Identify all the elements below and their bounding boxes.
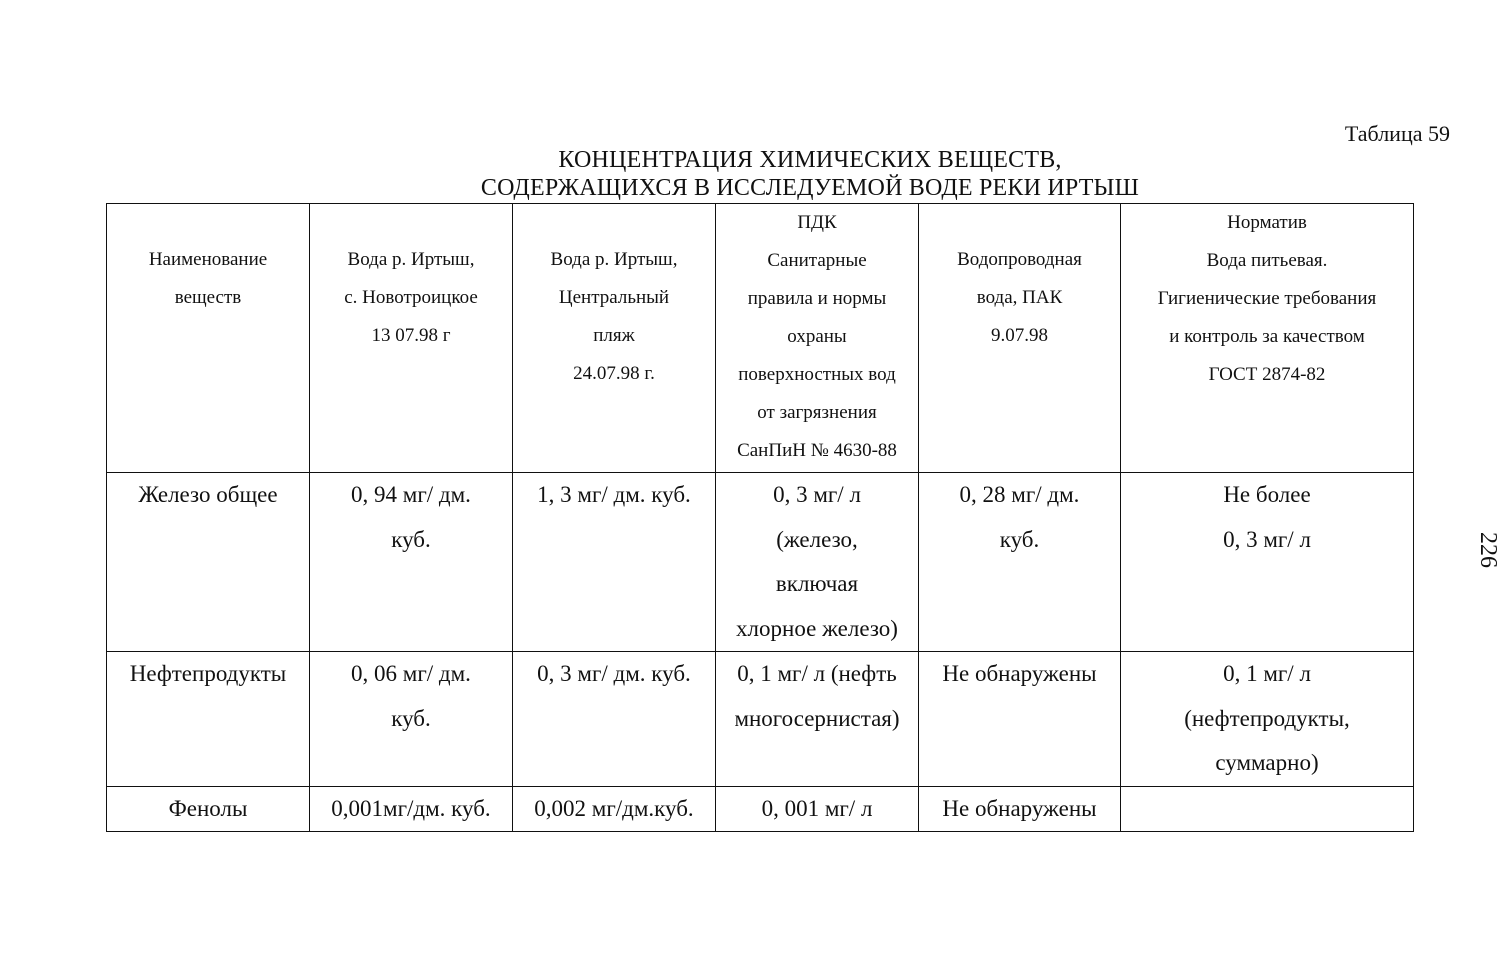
cell-line: 0, 1 мг/ л (нефть <box>737 661 897 686</box>
cell-central-beach <box>513 786 716 832</box>
header-cell-text <box>311 241 511 355</box>
cell-tap-water <box>919 473 1121 652</box>
cell-pdk <box>716 652 919 787</box>
header-line: и контроль за качеством <box>1169 326 1365 347</box>
cell-normative <box>1121 473 1414 652</box>
header-line: Вода р. Иртыш, <box>347 249 475 270</box>
cell-line: Железо общее <box>138 482 278 507</box>
header-cell-text <box>1122 204 1412 394</box>
cell-line: хлорное железо) <box>736 615 898 641</box>
table-title <box>300 146 1320 202</box>
header-line: правила и нормы <box>747 288 887 309</box>
header-line: поверхностных вод <box>738 364 896 385</box>
table-row-iron <box>107 473 1414 652</box>
cell-pdk <box>716 473 919 652</box>
header-line: Вода р. Иртыш, <box>550 249 678 270</box>
cell-line: 0, 3 мг/ л <box>1223 526 1311 552</box>
cell-line: многосернистая) <box>734 705 900 731</box>
header-line: охраны <box>787 326 847 347</box>
cell-line: 1, 3 мг/ дм. куб. <box>537 482 691 507</box>
header-pdk <box>716 204 919 473</box>
header-line: 9.07.98 <box>991 325 1048 346</box>
header-line: Гигиенические требования <box>1157 288 1377 309</box>
cell-line: (нефтепродукты, <box>1184 705 1350 731</box>
table-row-oil-products <box>107 652 1414 787</box>
header-line: Наименование <box>148 249 268 270</box>
cell-line: включая <box>775 571 859 596</box>
header-line: с. Новотроицкое <box>344 287 478 308</box>
cell-central-beach <box>513 652 716 787</box>
header-tap-water <box>919 204 1121 473</box>
concentration-table <box>106 203 1414 832</box>
header-line: 24.07.98 г. <box>573 363 655 384</box>
table-row-phenols <box>107 786 1414 832</box>
header-line: Центральный <box>558 287 670 308</box>
header-line: Водопроводная <box>957 249 1082 270</box>
header-line: веществ <box>174 287 242 308</box>
cell-novotroitskoe <box>310 786 513 832</box>
cell-substance <box>107 652 310 787</box>
cell-line: куб. <box>391 526 431 552</box>
table-title-line-1: КОНЦЕНТРАЦИЯ ХИМИЧЕСКИХ ВЕЩЕСТВ, <box>558 147 1062 173</box>
header-line: СанПиН № 4630-88 <box>737 440 897 461</box>
cell-line: 0, 06 мг/ дм. <box>351 661 471 686</box>
header-normative <box>1121 204 1414 473</box>
header-cell-text <box>920 241 1119 355</box>
cell-line: Нефтепродукты <box>129 661 287 686</box>
cell-novotroitskoe <box>310 652 513 787</box>
cell-tap-water <box>919 652 1121 787</box>
cell-line: Фенолы <box>168 795 248 821</box>
header-substance-name <box>107 204 310 473</box>
cell-normative-empty <box>1121 786 1414 832</box>
cell-line: 0, 001 мг/ л <box>761 795 873 821</box>
cell-central-beach <box>513 473 716 652</box>
header-line: вода, ПАК <box>976 287 1063 308</box>
cell-line: 0, 94 мг/ дм. <box>351 482 471 507</box>
cell-normative <box>1121 652 1414 787</box>
header-cell-text <box>108 241 308 317</box>
cell-line: 0, 1 мг/ л <box>1223 661 1311 686</box>
header-novotroitskoe <box>310 204 513 473</box>
cell-line: Не более <box>1223 482 1311 507</box>
header-central-beach <box>513 204 716 473</box>
cell-substance <box>107 786 310 832</box>
table-number-label: Таблица 59 <box>1344 121 1450 146</box>
cell-line: (железо, <box>776 526 858 552</box>
header-cell-text <box>717 204 917 470</box>
header-line: 13 07.98 г <box>371 325 451 346</box>
cell-novotroitskoe <box>310 473 513 652</box>
cell-line: 0,002 мг/дм.куб. <box>534 795 694 821</box>
header-line: от загрязнения <box>757 402 877 423</box>
cell-line: Не обнаружены <box>942 661 1097 686</box>
header-line: ПДК <box>797 212 837 233</box>
header-cell-text <box>514 241 714 393</box>
cell-line: 0, 3 мг/ дм. куб. <box>537 661 691 686</box>
cell-line: 0,001мг/дм. куб. <box>331 795 491 821</box>
cell-tap-water <box>919 786 1121 832</box>
cell-line: 0, 3 мг/ л <box>773 482 861 507</box>
cell-line: суммарно) <box>1215 750 1319 775</box>
cell-line: Не обнаружены <box>942 795 1097 821</box>
cell-substance <box>107 473 310 652</box>
header-line: ГОСТ 2874-82 <box>1208 364 1326 385</box>
header-line: Вода питьевая. <box>1206 250 1328 271</box>
header-line: Норматив <box>1227 212 1307 233</box>
table-title-line-2: СОДЕРЖАЩИХСЯ В ИССЛЕДУЕМОЙ ВОДЕ РЕКИ ИРТЫШ <box>480 175 1140 201</box>
header-line: пляж <box>593 325 635 346</box>
cell-line: куб. <box>391 705 431 731</box>
page-number: 226 <box>1475 532 1501 568</box>
cell-line: куб. <box>999 526 1040 552</box>
header-line: Санитарные <box>767 250 867 271</box>
cell-pdk <box>716 786 919 832</box>
cell-line: 0, 28 мг/ дм. <box>959 482 1080 507</box>
table-header-row <box>107 204 1414 473</box>
